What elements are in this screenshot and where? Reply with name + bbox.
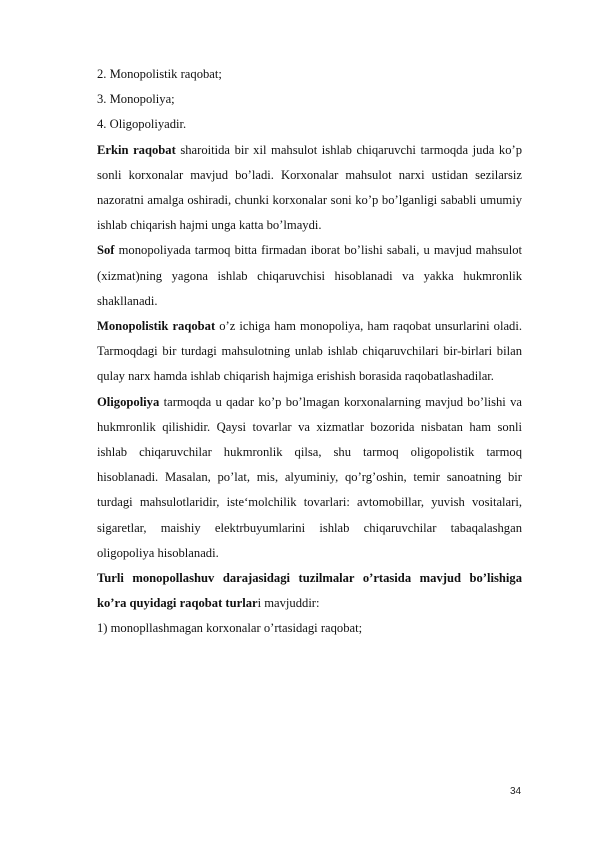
paragraph-erkin-raqobat	[97, 138, 522, 239]
list-item: 1) monopllashmagan korxonalar o’rtasidagi raqobat;	[97, 621, 363, 636]
term-bold: Monopolistik raqobat	[97, 319, 216, 334]
paragraph-raqobat-turlari	[97, 566, 522, 616]
paragraph-text: o’z ichiga ham monopoliya, ham raqobat unsurlarini oladi. Tarmoqdagi bir turdagi mahsulotning unlab ishlab chiqaruvchilari bir-birlari bilan qulay narx hamda ishlab chiqarish hajmiga erishish borasida raqobatlashadilar.	[97, 319, 523, 384]
paragraph-sof-monopoliya	[97, 238, 522, 314]
term-bold: Turli monopollashuv darajasidagi tuzilmalar o’rtasida mavjud bo’lishiga ko’ra quyidagi raqobat turlar	[97, 571, 522, 611]
paragraph-text: monopoliyada tarmoq bitta firmadan iborat bo’lishi sabali, u mavjud mahsulot (xizmat)ning yagona ishlab chiqaruvchisi hisoblanadi va yakka hukmronlik shakllanadi.	[97, 243, 522, 308]
list-item: 3. Monopoliya;	[97, 92, 175, 107]
page-number: 34	[510, 786, 522, 797]
term-bold: Sof	[97, 243, 115, 258]
document-body	[97, 62, 522, 642]
paragraph-text: i mavjuddir:	[257, 596, 320, 611]
term-bold: Erkin raqobat	[97, 142, 176, 157]
list-item: 4. Oligopoliyadir.	[97, 117, 187, 132]
paragraph-text: tarmoqda u qadar ko’p bo’lmagan korxonalarning mavjud bo’lishi va hukmronlik qilishidir. Qaysi tovarlar va xizmatlar bozorida nisbatan ham sonli ishlab chiqaruvchilar hukmronlik qilsa, shu tarmoq oligopolistik tarmoq hisoblanadi. Masalan, po’lat, mis, alyuminiy, qo’rg’oshin, temir sanoatning bir turdagi mahsulotlaridir, iste‘molchilik tovarlari: avtomobillar, yuvish vositalari, sigaretlar, maishiy elektrbuyumlarini ishlab chiqaruvchilar tabaqalashgan oligopoliya hisoblanadi.	[97, 394, 522, 560]
paragraph-oligopoliya	[97, 390, 522, 566]
paragraph-monopolistik-raqobat	[97, 314, 522, 390]
paragraph-text: sharoitida bir xil mahsulot ishlab chiqaruvchi tarmoqda juda ko’p sonli korxonalar mavjud bo’ladi. Korxonalar mahsulot narxi ustidan sezilarsiz nazoratni amalga oshiradi, chunki korxonalar soni ko’p bo’lganligi sababli umumiy ishlab chiqarish hajmi unga katta bo’lmaydi.	[97, 142, 522, 233]
term-bold: Oligopoliya	[97, 394, 160, 409]
list-item: 2. Monopolistik raqobat;	[97, 67, 222, 81]
